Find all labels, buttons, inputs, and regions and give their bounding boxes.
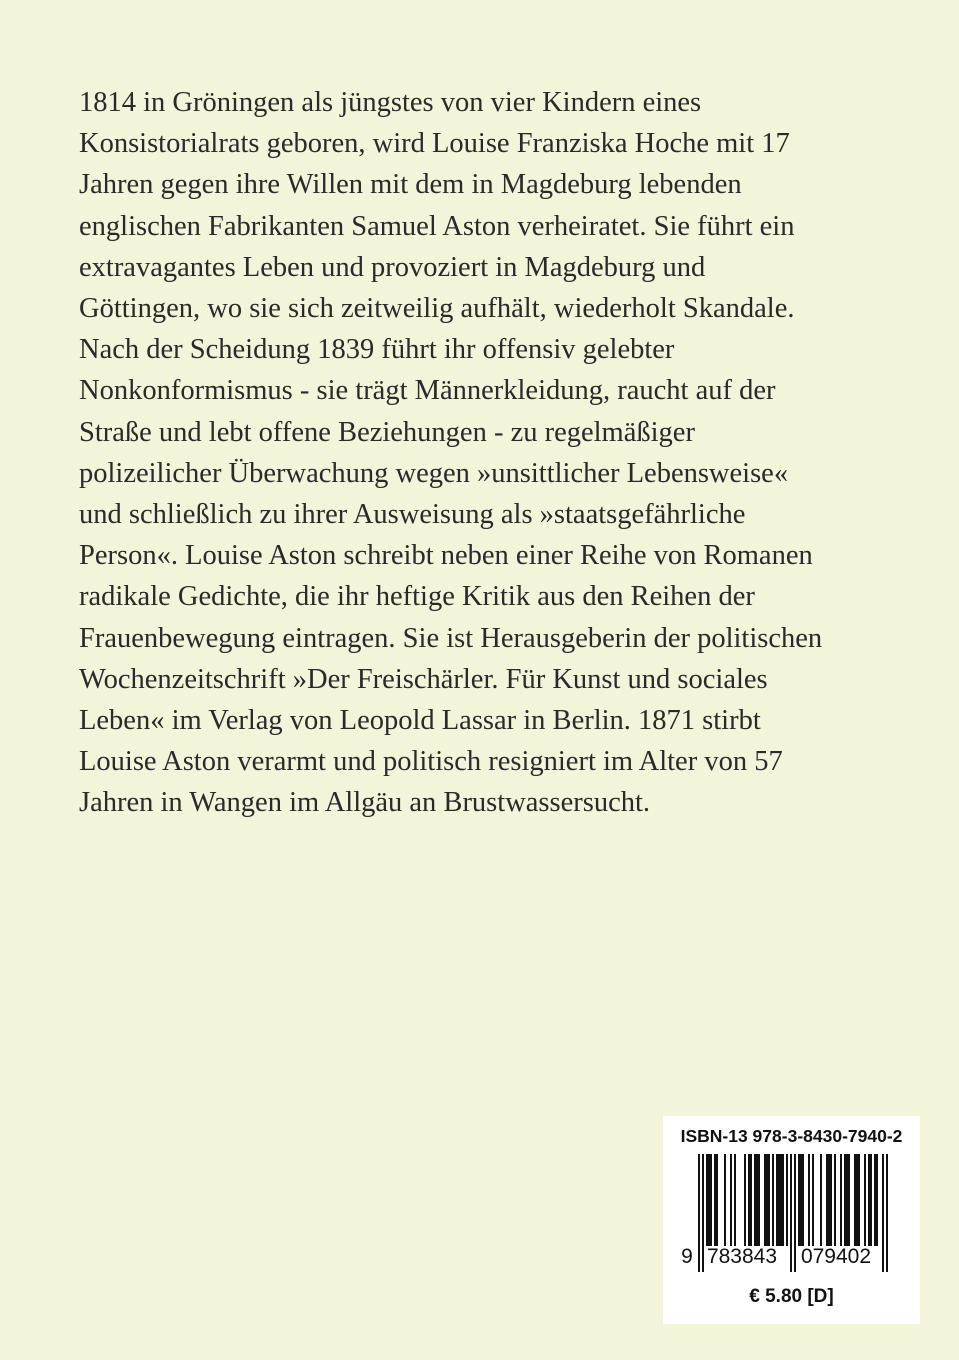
barcode-bar: [820, 1154, 822, 1246]
barcode-bar: [772, 1154, 774, 1246]
description-line: radikale Gedichte, die ihr heftige Kritik aus den Reihen der: [79, 581, 755, 613]
description-line: Leben« im Verlag von Leopold Lassar in Berlin. 1871 stirbt: [79, 705, 761, 737]
barcode-bar: [826, 1154, 828, 1246]
barcode-bar: [730, 1154, 732, 1246]
barcode-bar: [734, 1154, 736, 1246]
description-line: englischen Fabrikanten Samuel Aston verheiratet. Sie führt ein: [79, 210, 795, 242]
description-line: Konsistorialrats geboren, wird Louise Franziska Hoche mit 17: [79, 128, 790, 160]
barcode-guard-bar: [882, 1154, 884, 1272]
barcode-bar: [748, 1154, 750, 1246]
barcode-guard-bar: [698, 1154, 700, 1272]
barcode-guard-bar: [794, 1154, 796, 1272]
barcode-bar: [800, 1154, 802, 1246]
barcode-bar: [812, 1154, 814, 1246]
description-line: Person«. Louise Aston schreibt neben einer Reihe von Romanen: [79, 540, 813, 572]
barcode-guard-bar: [702, 1154, 704, 1272]
barcode-bar: [764, 1154, 766, 1246]
barcode-guard-bar: [790, 1154, 792, 1272]
barcode-bar: [830, 1154, 832, 1246]
barcode-bar: [870, 1154, 872, 1246]
barcode-bar: [786, 1154, 788, 1246]
isbn-barcode-box: [663, 1116, 920, 1324]
barcode-bar: [864, 1154, 866, 1246]
barcode-bar: [868, 1154, 870, 1246]
barcode-bar: [782, 1154, 784, 1246]
barcode-bar: [844, 1154, 846, 1246]
barcode-bar: [716, 1154, 718, 1246]
barcode-bar: [708, 1154, 710, 1246]
barcode-bar: [828, 1154, 830, 1246]
barcode-bar: [756, 1154, 758, 1246]
barcode-bar: [744, 1154, 746, 1246]
barcode-bar: [776, 1154, 778, 1246]
isbn-label: ISBN-13 978-3-8430-7940-2: [680, 1126, 903, 1146]
barcode-bar: [846, 1154, 848, 1246]
barcode-bar: [840, 1154, 842, 1246]
barcode-bar: [808, 1154, 810, 1246]
description-line: Wochenzeitschrift »Der Freischärler. Für Kunst und sociales: [79, 663, 768, 695]
description-line: Göttingen, wo sie sich zeitweilig aufhält, wiederholt Skandale.: [79, 293, 795, 325]
description-line: Jahren gegen ihre Willen mit dem in Magdeburg lebenden: [79, 169, 742, 201]
barcode-bar: [754, 1154, 756, 1246]
description-line: Louise Aston verarmt und politisch resigniert im Alter von 57: [79, 746, 783, 778]
description-line: und schließlich zu ihrer Ausweisung als »staatsgefährliche: [79, 499, 746, 531]
barcode-bar: [780, 1154, 782, 1246]
barcode-right-digits: 079402: [800, 1245, 872, 1268]
barcode-bar: [768, 1154, 770, 1246]
barcode-bar: [710, 1154, 712, 1246]
barcode-bar: [874, 1154, 876, 1246]
barcode-bar: [856, 1154, 858, 1246]
barcode: [663, 1116, 920, 1286]
barcode-bar: [724, 1154, 726, 1246]
barcode-bar: [714, 1154, 716, 1246]
barcode-bar: [798, 1154, 800, 1246]
description-line: polizeilicher Überwachung wegen »unsittlicher Lebensweise«: [79, 457, 789, 489]
barcode-bar: [876, 1154, 878, 1246]
barcode-bar: [778, 1154, 780, 1246]
description-line: Jahren in Wangen im Allgäu an Brustwassersucht.: [79, 787, 651, 819]
barcode-bar: [750, 1154, 752, 1246]
barcode-left-digits: 783843: [706, 1245, 778, 1268]
description-line: 1814 in Gröningen als jüngstes von vier Kindern eines: [79, 87, 702, 118]
barcode-bar: [834, 1154, 836, 1246]
description-line: Nonkonformismus - sie trägt Männerkleidung, raucht auf der: [79, 375, 776, 407]
barcode-bar: [848, 1154, 850, 1246]
description-line: Straße und lebt offene Beziehungen - zu regelmäßiger: [79, 416, 695, 448]
barcode-bar: [766, 1154, 768, 1246]
barcode-bar: [706, 1154, 708, 1246]
price-label: € 5.80 [D]: [749, 1286, 834, 1307]
description-text: [79, 82, 879, 824]
description-line: Nach der Scheidung 1839 führt ihr offensiv gelebter: [79, 334, 675, 366]
barcode-bar: [758, 1154, 760, 1246]
barcode-guard-bar: [886, 1154, 888, 1272]
description-line: Frauenbewegung eintragen. Sie ist Herausgeberin der politischen: [79, 622, 823, 654]
barcode-bar: [858, 1154, 860, 1246]
description-line: extravagantes Leben und provoziert in Magdeburg und: [79, 251, 706, 283]
barcode-first-digit: 9: [681, 1245, 693, 1268]
barcode-bar: [854, 1154, 856, 1246]
barcode-bar: [802, 1154, 804, 1246]
